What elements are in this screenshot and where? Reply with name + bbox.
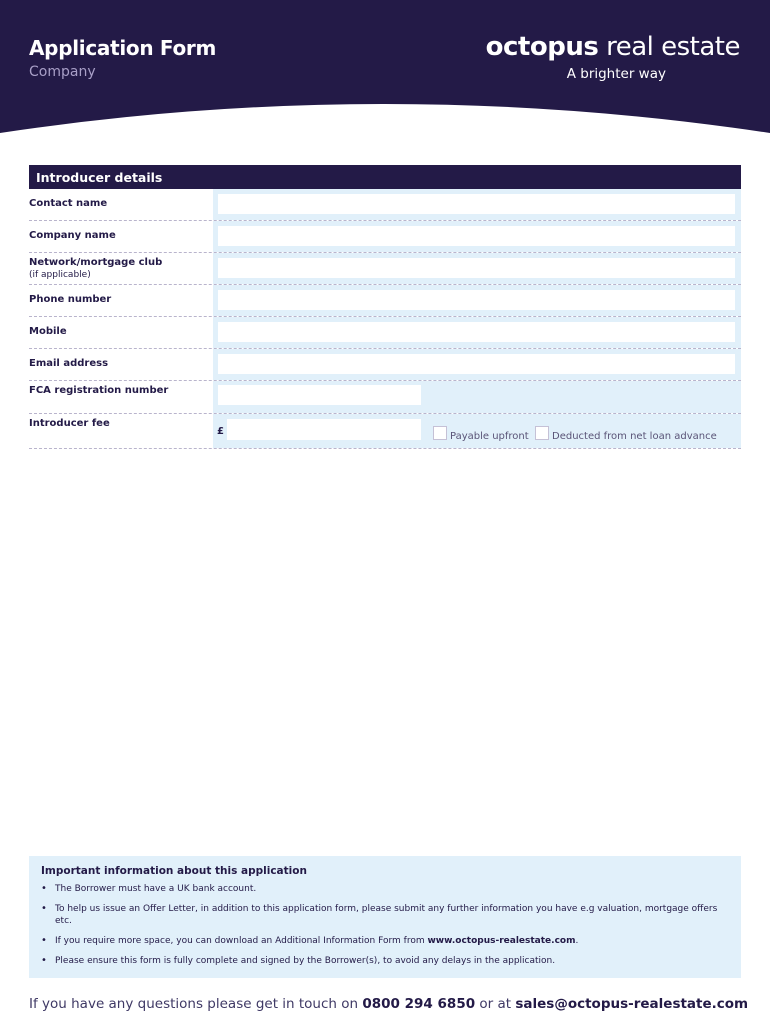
field-cell xyxy=(213,221,741,252)
footer-email-link[interactable]: sales@octopus-realestate.com xyxy=(515,996,749,1012)
form-row-contact-name xyxy=(29,189,741,221)
list-item-text: If you require more space, you can download an Additional Information Form from xyxy=(55,936,425,946)
currency-symbol: £ xyxy=(217,426,224,437)
brand-logo-strong: octopus xyxy=(485,32,599,62)
introducer-fee-field[interactable] xyxy=(227,419,421,440)
field-label: FCA registration number xyxy=(29,385,169,396)
fca-number-field[interactable] xyxy=(218,385,421,405)
page-subtitle: Company xyxy=(29,64,96,80)
page-header xyxy=(0,0,770,140)
field-label: Contact name xyxy=(29,198,108,209)
list-item xyxy=(41,935,729,947)
field-cell xyxy=(213,381,741,413)
field-label: Introducer fee xyxy=(29,418,110,429)
form-row-email xyxy=(29,349,741,381)
contact-name-field[interactable] xyxy=(218,194,735,214)
field-label: Email address xyxy=(29,358,109,369)
field-cell xyxy=(213,349,741,380)
page-title: Application Form xyxy=(29,36,217,60)
email-field[interactable] xyxy=(218,354,735,374)
field-cell xyxy=(213,317,741,348)
company-name-field[interactable] xyxy=(218,226,735,246)
brand-logo-light: real estate xyxy=(598,32,740,62)
field-cell xyxy=(213,189,741,220)
field-cell xyxy=(213,253,741,284)
form-row-network xyxy=(29,253,741,285)
payable-upfront-checkbox[interactable] xyxy=(433,426,447,440)
section-title: Introducer details xyxy=(29,165,741,189)
field-cell xyxy=(213,285,741,316)
field-label: Company name xyxy=(29,230,116,241)
network-field[interactable] xyxy=(218,258,735,278)
footer-middle: or at xyxy=(475,996,516,1012)
brand-logo xyxy=(486,32,740,62)
brand-tagline: A brighter way xyxy=(566,66,666,82)
field-label xyxy=(29,253,213,284)
footer-prefix: If you have any questions please get in touch on xyxy=(29,996,363,1012)
form-row-company-name xyxy=(29,221,741,253)
field-label: Mobile xyxy=(29,326,67,337)
field-cell xyxy=(213,414,741,448)
contact-footer xyxy=(29,996,748,1012)
mobile-field[interactable] xyxy=(218,322,735,342)
deducted-from-loan-checkbox[interactable] xyxy=(535,426,549,440)
phone-field[interactable] xyxy=(218,290,735,310)
deducted-from-loan-label: Deducted from net loan advance xyxy=(552,431,717,442)
footer-phone: 0800 294 6850 xyxy=(362,996,476,1012)
payable-upfront-label: Payable upfront xyxy=(450,431,529,442)
list-item: • Please ensure this form is fully complete and signed by the Borrower(s), to avoid any delays in the application. xyxy=(41,955,729,967)
list-item: • The Borrower must have a UK bank account. xyxy=(41,883,729,895)
form-row-phone xyxy=(29,285,741,317)
form-row-fca xyxy=(29,381,741,414)
field-label-note: (if applicable) xyxy=(29,270,91,280)
info-heading: Important information about this application xyxy=(41,865,307,877)
form-row-introducer-fee xyxy=(29,414,741,449)
list-item-suffix: . xyxy=(575,936,579,946)
website-link[interactable]: www.octopus-realestate.com xyxy=(427,936,576,946)
introducer-details-section xyxy=(29,165,741,449)
info-list xyxy=(41,883,729,967)
important-information-box xyxy=(29,856,741,978)
form-row-mobile xyxy=(29,317,741,349)
list-item: • To help us issue an Offer Letter, in addition to this application form, please submit any further information you have e.g valuation, mortgage offers etc. xyxy=(41,903,729,927)
field-label: Phone number xyxy=(29,294,112,305)
field-label-text: Network/mortgage club xyxy=(29,257,163,268)
